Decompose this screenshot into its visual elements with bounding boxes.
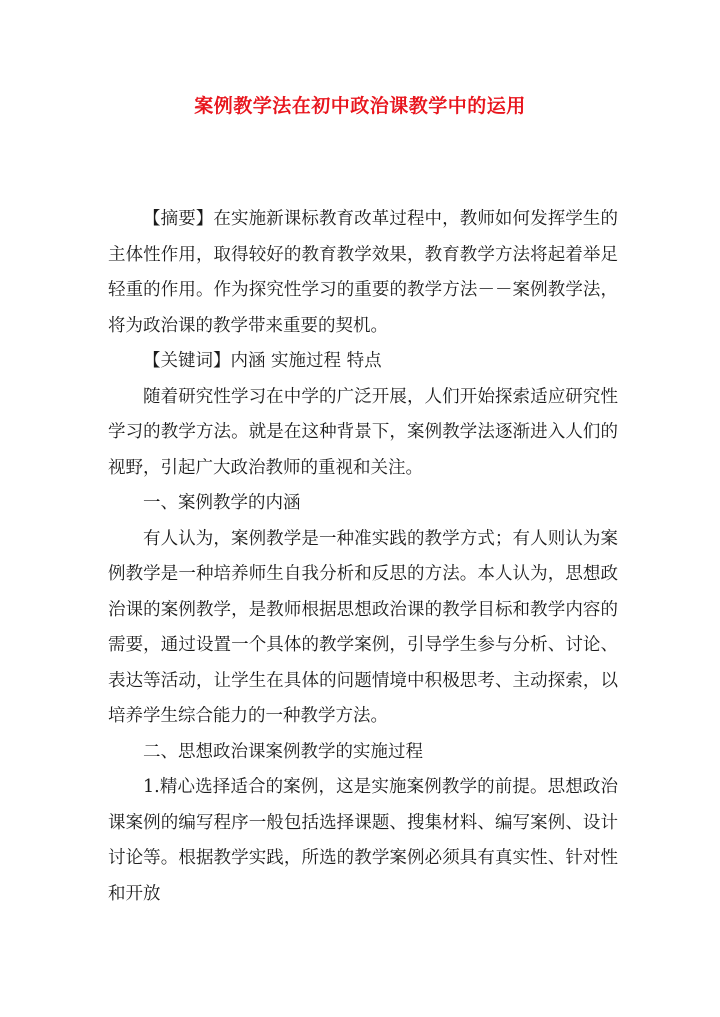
keywords-paragraph: 【关键词】内涵 实施过程 特点 — [143, 351, 382, 371]
document-body — [108, 202, 618, 912]
intro-paragraph: 随着研究性学习在中学的广泛开展，人们开始探索适应研究性学习的教学方法。就是在这种背景下，案例教学法逐渐进入人们的视野，引起广大政治教师的重视和关注。 — [108, 386, 618, 478]
section-2-paragraph: 1.精心选择适合的案例，这是实施案例教学的前提。思想政治课案例的编写程序一般包括选择课题、搜集材料、编写案例、设计讨论等。根据教学实践，所选的教学案例必须具有真实性、针对性和开放 — [108, 777, 618, 904]
abstract-paragraph: 【摘要】在实施新课标教育改革过程中，教师如何发挥学生的主体性作用，取得较好的教育教学效果，教育教学方法将起着举足轻重的作用。作为探究性学习的重要的教学方法－－案例教学法，将为政治课的教学带来重要的契机。 — [108, 209, 618, 336]
section-heading-2: 二、思想政治课案例教学的实施过程 — [143, 741, 423, 762]
section-1-paragraph: 有人认为，案例教学是一种准实践的教学方式；有人则认为案例教学是一种培养师生自我分析和反思的方法。本人认为，思想政治课的案例教学，是教师根据思想政治课的教学目标和教学内容的需要，通过设置一个具体的教学案例，引导学生参与分析、讨论、表达等活动，让学生在具体的问题情境中积极思考、主动探索，以培养学生综合能力的一种教学方法。 — [108, 528, 618, 726]
section-heading-1: 一、案例教学的内涵 — [143, 493, 301, 513]
document-title: 案例教学法在初中政治课教学中的运用 — [194, 95, 526, 117]
